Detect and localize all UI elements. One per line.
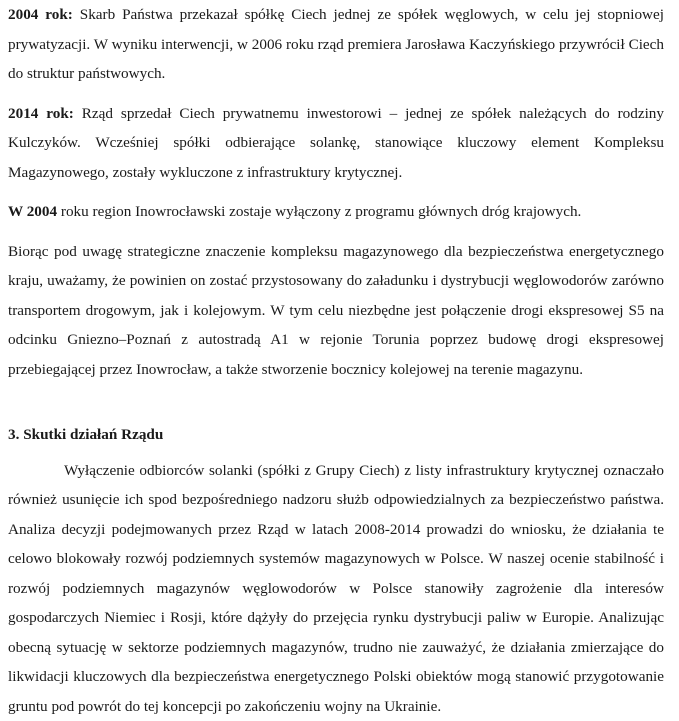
section-heading: 3. Skutki działań Rządu xyxy=(8,420,664,450)
paragraph-lead: 2004 rok: xyxy=(8,6,73,23)
paragraph-text: Skarb Państwa przekazał spółkę Ciech jednej ze spółek węglowych, w celu jej stopniowej prywatyzacji. W wyniku interwencji, w 2006 roku rząd premiera Jarosława Kaczyńskiego przywrócił Ciech do struktur państwowych. xyxy=(8,6,664,82)
paragraph-w2004 xyxy=(8,197,664,227)
document-page xyxy=(8,0,664,721)
paragraph-effects: Wyłączenie odbiorców solanki (spółki z Grupy Ciech) z listy infrastruktury krytycznej oznaczało również usunięcie ich spod bezpośredniego nadzoru służb odpowiedzialnych za bezpieczeństwo państwa. Analiza decyzji podejmowanych przez Rząd w latach 2008-2014 prowadzi do wniosku, że działania te celowo blokowały rozwój podziemnych systemów magazynowych w Polsce. W naszej ocenie stabilność i rozwój podziemnych magazynów węglowodorów w Polsce stanowiły zagrożenie dla interesów gospodarczych Niemiec i Rosji, które dążyły do przejęcia rynku dystrybucji paliw w Europie. Analizując obecną sytuację w sektorze podziemnych magazynów, trudno nie zauważyć, że działania zmierzające do likwidacji kluczowych dla bezpieczeństwa energetycznego Polski obiektów mogą stanowić przygotowanie gruntu pod powrót do tej koncepcji po zakończeniu wojny na Ukrainie. xyxy=(8,456,664,721)
paragraph-text: roku region Inowrocławski zostaje wyłączony z programu głównych dróg krajowych. xyxy=(57,203,581,220)
paragraph-text: Rząd sprzedał Ciech prywatnemu inwestorowi – jednej ze spółek należących do rodziny Kulczyków. Wcześniej spółki odbierające solankę, stanowiące kluczowy element Kompleksu Magazynowego, zostały wykluczone z infrastruktury krytycznej. xyxy=(8,105,664,181)
paragraph-lead: W 2004 xyxy=(8,203,57,220)
paragraph-2014 xyxy=(8,99,664,188)
paragraph-strategic: Biorąc pod uwagę strategiczne znaczenie kompleksu magazynowego dla bezpieczeństwa energetycznego kraju, uważamy, że powinien on zostać przystosowany do załadunku i dystrybucji węglowodorów zarówno transportem drogowym, jak i kolejowym. W tym celu niezbędne jest połączenie drogi ekspresowej S5 na odcinku Gniezno–Poznań z autostradą A1 w rejonie Torunia poprzez budowę drogi ekspresowej przebiegającej przez Inowrocław, a także stworzenie bocznicy kolejowej na terenie magazynu. xyxy=(8,237,664,385)
paragraph-lead: 2014 rok: xyxy=(8,105,74,122)
paragraph-2004 xyxy=(8,0,664,89)
